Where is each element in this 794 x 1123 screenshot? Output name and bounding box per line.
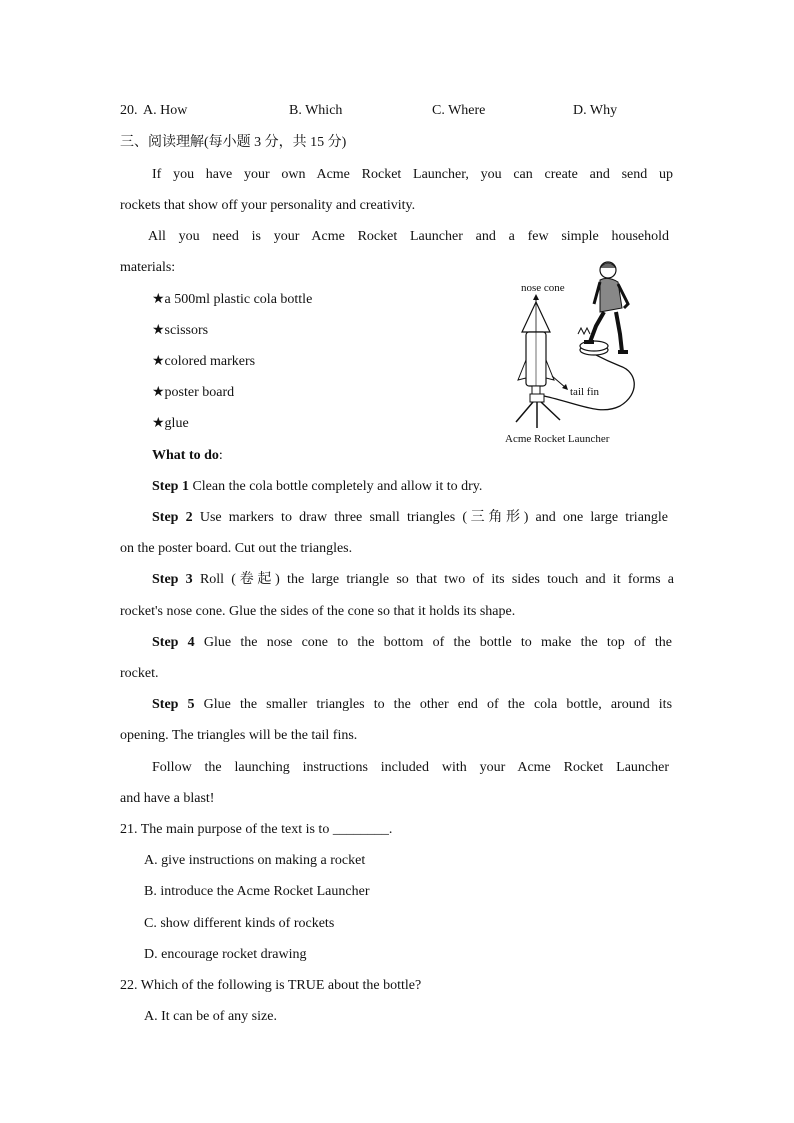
nose-cone-label: nose cone	[521, 282, 565, 294]
step-2-text: Use markers to draw three small triangles (三角形) and one large triangle	[199, 510, 669, 525]
step-4-label: Step 4	[152, 635, 195, 650]
material-item: ★a 500ml plastic cola bottle	[152, 292, 313, 307]
step-5-label: Step 5	[152, 697, 195, 712]
nose-cone-arrowhead	[533, 294, 539, 300]
step-4-text: Glue the nose cone to the bottom of the bottle to make the top of the	[203, 635, 673, 650]
step-3-text: Roll (卷起) the large triangle so that two of its sides touch and it forms a	[199, 572, 675, 587]
q20-option-b: B. Which	[289, 103, 343, 118]
passage-p1-line2: rockets that show off your personality and creativity.	[120, 198, 416, 213]
material-item: ★glue	[152, 416, 189, 431]
q21-option-c: C. show different kinds of rockets	[144, 916, 335, 931]
launcher-stand	[516, 394, 560, 428]
section-title: 三、阅读理解(每小题 3 分，共 15 分)	[120, 135, 347, 150]
ending-line1: Follow the launching instructions included with your Acme Rocket Launcher	[152, 760, 669, 775]
motion-marks-icon	[578, 328, 590, 334]
step-5-text: Glue the smaller triangles to the other end of the cola bottle, around its	[203, 697, 673, 712]
q21-option-d: D. encourage rocket drawing	[144, 947, 307, 962]
what-to-do-colon: :	[218, 448, 223, 463]
step-3-label: Step 3	[152, 572, 193, 587]
rocket-icon	[518, 302, 554, 394]
step-1-label: Step 1	[152, 479, 189, 494]
step-4-line2: rocket.	[120, 666, 159, 681]
q21-stem: 21. The main purpose of the text is to ________.	[120, 822, 393, 837]
what-to-do-text: What to do	[152, 448, 219, 463]
q20-option-a: 20. A. How	[120, 103, 188, 118]
step-3-line1	[152, 571, 674, 589]
step-1	[152, 478, 482, 496]
q20-option-a-text: A. How	[143, 103, 188, 118]
person-icon	[584, 262, 628, 354]
air-hose	[544, 354, 634, 410]
material-item: ★poster board	[152, 385, 235, 400]
step-2-line2: on the poster board. Cut out the triangles.	[120, 541, 353, 556]
passage-p1-line1: If you have your own Acme Rocket Launcher, you can create and send up	[152, 167, 673, 182]
step-2-line1	[152, 509, 668, 527]
q22-option-a: A. It can be of any size.	[144, 1009, 277, 1024]
step-1-text: Clean the cola bottle completely and allow it to dry.	[192, 479, 483, 494]
step-4-line1	[152, 634, 672, 652]
q20-option-d: D. Why	[573, 103, 618, 118]
material-item: ★colored markers	[152, 354, 256, 369]
q20-option-c: C. Where	[432, 103, 486, 118]
material-item: ★scissors	[152, 323, 209, 338]
passage-p2-line2: materials:	[120, 260, 176, 275]
tail-fin-label: tail fin	[570, 386, 600, 398]
q22-stem: 22. Which of the following is TRUE about the bottle?	[120, 978, 422, 993]
passage-p2-line1: All you need is your Acme Rocket Launcher and a few simple household	[148, 229, 669, 244]
step-3-line2: rocket's nose cone. Glue the sides of the cone so that it holds its shape.	[120, 604, 516, 619]
ending-line2: and have a blast!	[120, 791, 215, 806]
step-5-line1	[152, 696, 672, 714]
what-to-do-heading	[152, 447, 223, 465]
q21-option-a: A. give instructions on making a rocket	[144, 853, 366, 868]
figure-caption: Acme Rocket Launcher	[505, 433, 610, 445]
q21-option-b: B. introduce the Acme Rocket Launcher	[144, 884, 370, 899]
step-5-line2: opening. The triangles will be the tail fins.	[120, 728, 358, 743]
rocket-launcher-figure	[500, 256, 660, 452]
step-2-label: Step 2	[152, 510, 193, 525]
